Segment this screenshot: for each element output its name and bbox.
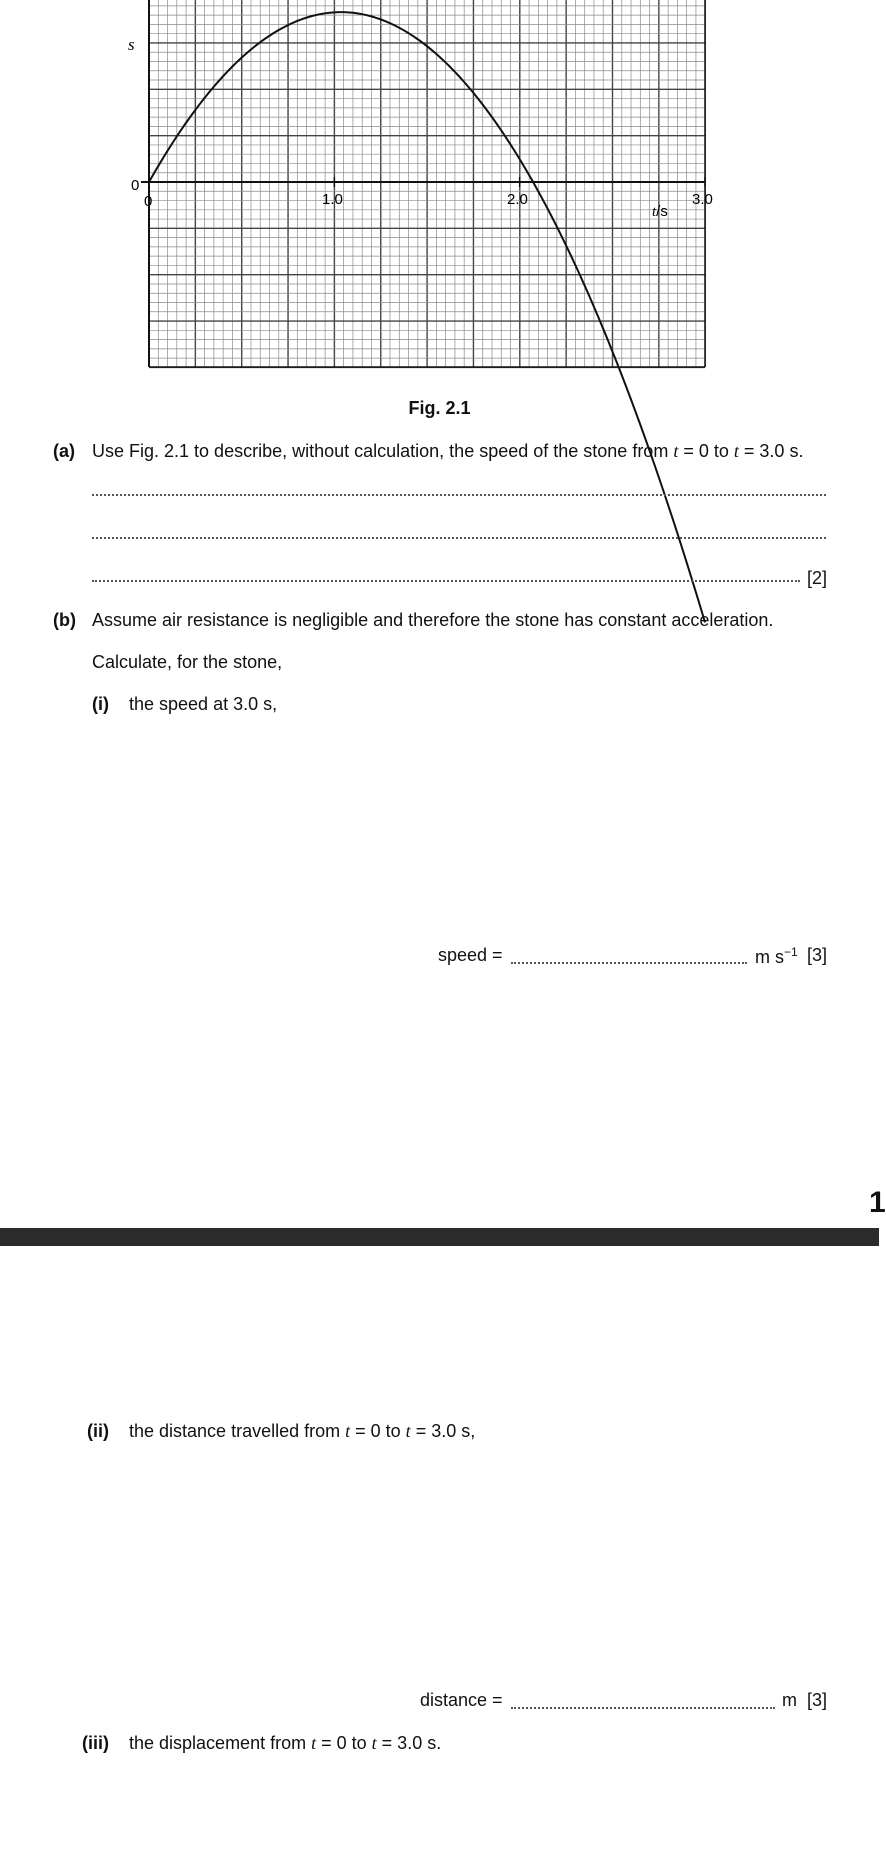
part-b-iii-text-1: the displacement from (129, 1733, 312, 1753)
part-b-statement: Assume air resistance is negligible and therefore the stone has constant acceleration. (92, 610, 774, 630)
part-b-i-label: (i) (92, 694, 109, 714)
part-b-i-question: the speed at 3.0 s, (129, 694, 278, 714)
x-tick-1: 1.0 (322, 191, 343, 208)
t-variable: t (405, 1421, 411, 1441)
part-a-question (92, 441, 803, 462)
part-b-i-marks: [3] (807, 945, 828, 965)
part-b-ii-question (129, 1421, 475, 1442)
part-b-ii-label: (ii) (87, 1421, 109, 1441)
x-axis-label-var: t (652, 204, 657, 220)
speed-unit (755, 945, 798, 968)
answer-line-a2[interactable] (92, 537, 826, 539)
x-tick-2: 2.0 (507, 191, 528, 208)
part-a-marks: [2] (807, 568, 828, 588)
figure-caption: Fig. 2.1 (408, 398, 471, 418)
speed-unit-power: −1 (784, 945, 798, 959)
t-variable: t (311, 1733, 317, 1753)
page-number: 1 (869, 1186, 886, 1219)
distance-unit: m (782, 1690, 797, 1710)
part-b-ii-text-3: = 3.0 s, (410, 1421, 476, 1441)
distance-answer-input[interactable] (511, 1707, 775, 1709)
x-axis-label (652, 203, 668, 220)
part-a-text-1: Use Fig. 2.1 to describe, without calculation, the speed of the stone from (92, 441, 674, 461)
t-variable: t (733, 441, 739, 461)
part-b-iii-label: (iii) (82, 1733, 109, 1753)
answer-line-a3[interactable] (92, 580, 800, 582)
part-b-ii-marks: [3] (807, 1690, 828, 1710)
y-axis-label: s (128, 35, 135, 54)
graph-grid (149, 0, 705, 367)
y-tick-0: 0 (131, 177, 140, 194)
part-a-text-3: = 3.0 s. (738, 441, 804, 461)
distance-answer-label: distance = (420, 1690, 503, 1710)
t-variable: t (345, 1421, 351, 1441)
part-b-label: (b) (53, 610, 76, 630)
answer-line-a1[interactable] (92, 494, 826, 496)
part-b-iii-text-2: = 0 to (316, 1733, 372, 1753)
speed-unit-base: m s (755, 947, 784, 967)
part-a-text-2: = 0 to (678, 441, 734, 461)
part-b-ii-text-1: the distance travelled from (129, 1421, 346, 1441)
part-a-label: (a) (53, 441, 75, 461)
speed-answer-input[interactable] (511, 962, 747, 964)
page-divider (0, 1228, 879, 1246)
x-axis-label-unit: /s (656, 203, 668, 220)
t-variable: t (673, 441, 679, 461)
speed-answer-label: speed = (438, 945, 503, 965)
x-tick-3: 3.0 (692, 191, 713, 208)
part-b-iii-question (129, 1733, 441, 1754)
part-b-calc-intro: Calculate, for the stone, (92, 652, 283, 672)
x-tick-0: 0 (144, 193, 153, 210)
t-variable: t (371, 1733, 377, 1753)
part-b-iii-text-3: = 3.0 s. (376, 1733, 442, 1753)
part-b-ii-text-2: = 0 to (350, 1421, 406, 1441)
displacement-time-graph (0, 0, 879, 380)
